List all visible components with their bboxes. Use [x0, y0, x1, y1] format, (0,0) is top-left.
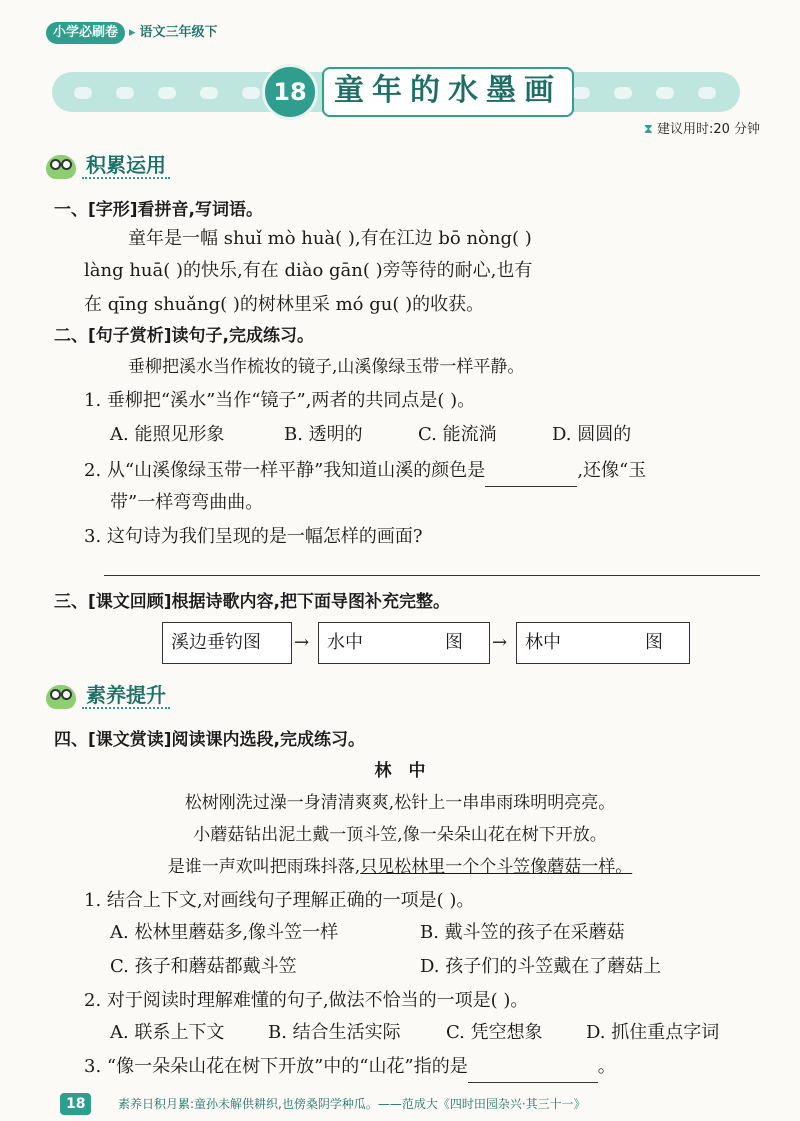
answer-blank[interactable]	[363, 623, 445, 664]
page-number: 18	[60, 1093, 91, 1115]
section-heading-1	[46, 150, 170, 180]
poem-line-1: 松树刚洗过澡一身清清爽爽,松针上一串串雨珠明明亮亮。	[184, 793, 616, 813]
mindmap-box-2	[318, 622, 490, 664]
option: B. 透明的	[284, 424, 363, 445]
option: A. 松林里蘑菇多,像斗笠一样	[110, 922, 339, 943]
mindmap-box-1: 溪边垂钓图	[162, 622, 292, 664]
q2-sentence: 垂柳把溪水当作梳妆的镜子,山溪像绿玉带一样平静。	[128, 357, 525, 377]
q3-title: 三、[课文回顾]根据诗歌内容,把下面导图补充完整。	[54, 592, 450, 612]
q4-sub1-options-row1	[110, 918, 770, 948]
q2-sub1-options	[110, 420, 750, 450]
hourglass-icon: ⧗	[643, 122, 653, 137]
q2-sub3: 3. 这句诗为我们呈现的是一幅怎样的画面?	[84, 526, 423, 547]
section-heading-2	[46, 680, 170, 710]
q4-sub3-end: 。	[597, 1056, 616, 1077]
box-text: 林中	[525, 632, 561, 653]
option: B. 结合生活实际	[268, 1022, 401, 1043]
poem-line-2: 小蘑菇钻出泥土戴一顶斗笠,像一朵朵山花在树下开放。	[193, 825, 607, 845]
q4-sub3	[84, 1052, 774, 1083]
q2-sub2	[84, 456, 774, 487]
time-hint-text: 建议用时:20 分钟	[656, 122, 760, 137]
q4-sub2-options	[110, 1018, 790, 1048]
q4-sub1-options-row2	[110, 952, 770, 982]
q2-sub2-text: 2. 从“山溪像绿玉带一样平静”我知道山溪的颜色是	[84, 460, 486, 481]
option: C. 孩子和蘑菇都戴斗笠	[110, 956, 297, 977]
option: A. 联系上下文	[110, 1022, 225, 1043]
q4-title: 四、[课文赏读]阅读课内选段,完成练习。	[54, 730, 365, 750]
lesson-title: 童年的水墨画	[322, 67, 574, 117]
frog-icon	[46, 685, 76, 709]
triangle-icon: ▸	[129, 25, 136, 40]
option: D. 圆圆的	[552, 424, 632, 445]
q1-title: 一、[字形]看拼音,写词语。	[54, 200, 263, 220]
poem-line-3-plain: 是谁一声欢叫把雨珠抖落,	[167, 857, 361, 877]
arrow-right-icon: →	[492, 632, 508, 653]
option: A. 能照见形象	[110, 424, 225, 445]
option: D. 孩子们的斗笠戴在了蘑菇上	[420, 956, 662, 977]
poem-title: 林 中	[374, 761, 426, 781]
option: C. 能流淌	[418, 424, 497, 445]
section-label: 积累运用	[82, 153, 170, 179]
time-hint	[644, 118, 760, 137]
lesson-number: 18	[262, 64, 318, 120]
q2-title: 二、[句子赏析]读句子,完成练习。	[54, 326, 314, 346]
option: B. 戴斗笠的孩子在采蘑菇	[420, 922, 625, 943]
q1-line-1: 童年是一幅 shuǐ mò huà( ),有在江边 bō nòng( )	[128, 228, 532, 249]
answer-blank[interactable]	[561, 623, 645, 664]
grade-label: 语文三年级下	[139, 25, 218, 40]
option: C. 凭空想象	[446, 1022, 543, 1043]
box-text: 图	[645, 632, 663, 653]
footer-tip: 素养日积月累:童孙未解供耕织,也傍桑阴学种瓜。——范成大《四时田园杂兴·其三十一》	[118, 1097, 586, 1111]
poem-line-3-underlined: 只见松林里一个个斗笠像蘑菇一样。	[360, 857, 633, 877]
poem-line-3	[0, 852, 800, 882]
q1-line-3: 在 qīng shuǎng( )的树林里采 mó gu( )的收获。	[84, 294, 485, 315]
series-name: 小学必刷卷	[46, 22, 125, 44]
arrow-right-icon: →	[294, 632, 310, 653]
series-tag	[46, 22, 218, 44]
q2-sub2-cont: 带”一样弯弯曲曲。	[110, 492, 264, 513]
q4-sub2: 2. 对于阅读时理解难懂的句子,做法不恰当的一项是( )。	[84, 990, 529, 1011]
q4-sub1: 1. 结合上下文,对画线句子理解正确的一项是( )。	[84, 890, 475, 911]
q2-sub1: 1. 垂柳把“溪水”当作“镜子”,两者的共同点是( )。	[84, 390, 476, 411]
mindmap-box-3	[516, 622, 690, 664]
q2-sub2-text-2: ,还像“玉	[577, 460, 647, 481]
section-label: 素养提升	[82, 683, 170, 709]
q1-line-2: làng huā( )的快乐,有在 diào gān( )旁等待的耐心,也有	[84, 260, 533, 281]
q4-sub3-text: 3. “像一朵朵山花在树下开放”中的“山花”指的是	[84, 1056, 468, 1077]
answer-blank[interactable]	[468, 1052, 598, 1083]
answer-blank[interactable]	[485, 456, 577, 487]
box-text: 水中	[327, 632, 363, 653]
option: D. 抓住重点字词	[586, 1022, 720, 1043]
box-text: 图	[445, 632, 463, 653]
answer-line[interactable]	[104, 575, 760, 576]
frog-icon	[46, 155, 76, 179]
